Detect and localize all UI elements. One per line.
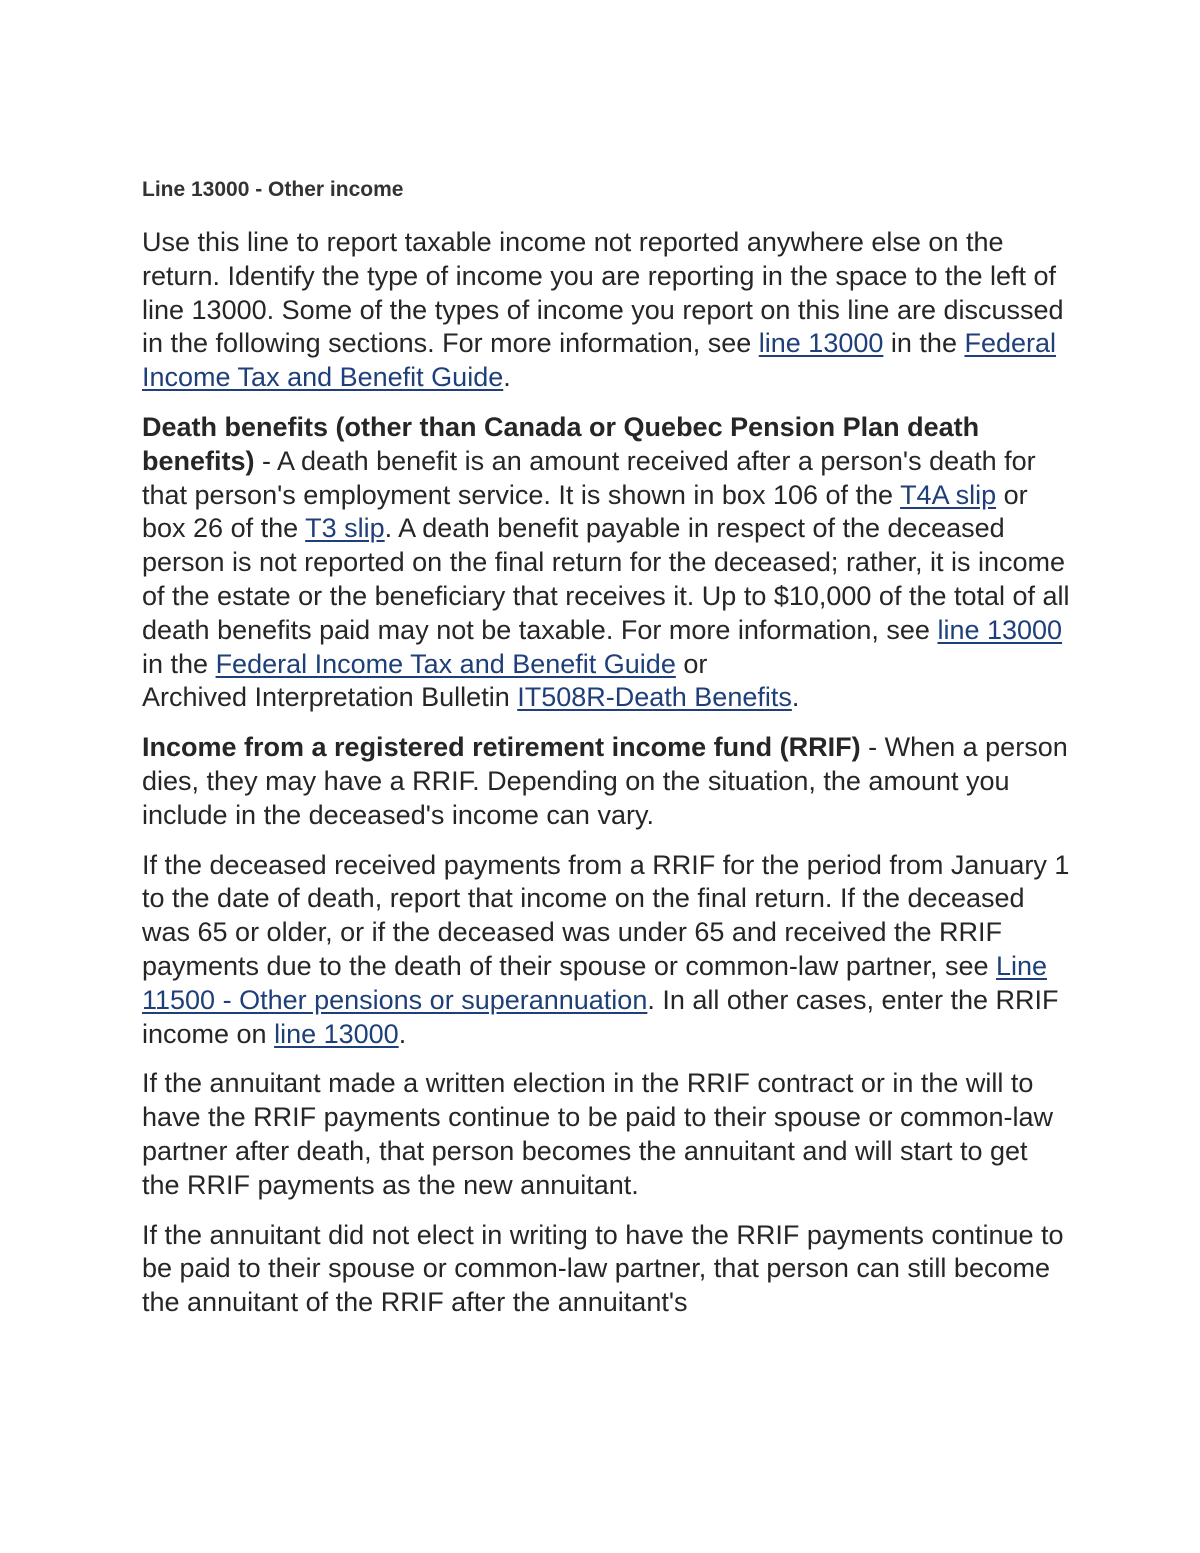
rrif-income-title: Income from a registered retirement income fund (RRIF)	[142, 732, 861, 763]
federal-guide-link[interactable]: Federal Income Tax and Benefit Guide	[142, 328, 1057, 393]
intro-paragraph: Use this line to report taxable income not reported anywhere else on the return. Identify the type of income you are reporting in the space to the left of line 13000. Some of the types of income you report on this line are discussed in the following sections. For more information, see line 13000 in the Federal Income Tax and Benefit Guide.	[142, 227, 1064, 393]
line-13000-link[interactable]: line 13000	[274, 1018, 399, 1049]
line-13000-link[interactable]: line 13000	[937, 614, 1063, 645]
line-13000-link[interactable]: line 13000	[758, 328, 884, 359]
it508r-death-benefits-link[interactable]: IT508R-Death Benefits	[517, 682, 792, 713]
death-benefits-paragraph: Death benefits (other than Canada or Quebec Pension Plan death benefits) - A death benefit is an amount received after a person's death for that person's employment service. It is shown in box 106 of the T4A slip or box 26 of the T3 slip. A death benefit payable in respect of the deceased person is not reported on the final return for the deceased; rather, it is income of the estate or the beneficiary that receives it. Up to $10,000 of the total of all death benefits paid may not be taxable. For more information, see line 13000 in the Federal Income Tax and Benefit Guide or Archived Interpretation Bulletin IT508R-Death Benefits.	[142, 411, 1070, 713]
t4a-slip-link[interactable]: T4A slip	[900, 479, 997, 510]
rrif-payments-paragraph: If the deceased received payments from a RRIF for the period from January 1 to the date of death, report that income on the final return. If the deceased was 65 or older, or if the deceased was under 65 and received the RRIF payments due to the death of their spouse or common-law partner, see Line 11500 - Other pensions or superannuation. In all other cases, enter the RRIF income on line 13000.	[142, 849, 1070, 1049]
annuitant-no-election-paragraph: If the annuitant did not elect in writing to have the RRIF payments continue to be paid to their spouse or common-law partner, that person can still become the annuitant of the RRIF after the annuitant's	[142, 1219, 1064, 1318]
document-page	[142, 176, 1072, 1336]
death-benefits-title: Death benefits (other than Canada or Quebec Pension Plan death benefits)	[142, 411, 980, 476]
annuitant-election-paragraph: If the annuitant made a written election in the RRIF contract or in the will to have the RRIF payments continue to be paid to their spouse or common-law partner after death, that person becomes the annuitant and will start to get the RRIF payments as the new annuitant.	[142, 1068, 1053, 1200]
section-heading: Line 13000 - Other income	[142, 178, 404, 201]
line-11500-link[interactable]: Line 11500 - Other pensions or superannuation	[142, 950, 1048, 1015]
rrif-income-paragraph: Income from a registered retirement income fund (RRIF) - When a person dies, they may have a RRIF. Depending on the situation, the amount you include in the deceased's income can vary.	[142, 732, 1068, 830]
federal-guide-link[interactable]: Federal Income Tax and Benefit Guide	[215, 648, 676, 679]
t3-slip-link[interactable]: T3 slip	[305, 513, 385, 544]
